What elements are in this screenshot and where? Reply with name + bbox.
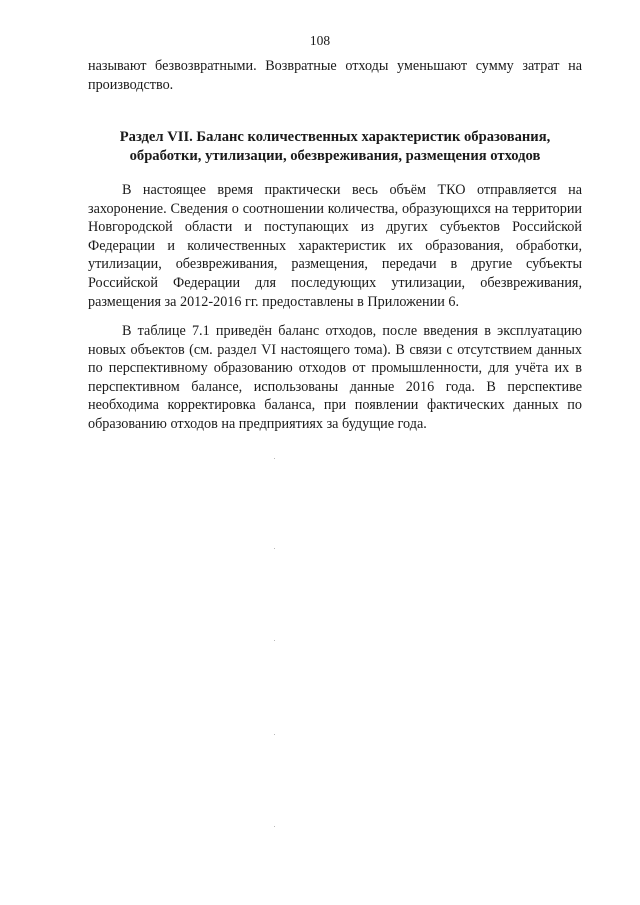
section-title-line-2: обработки, утилизации, обезвреживания, размещения отходов xyxy=(129,148,541,164)
body-paragraph-1: В настоящее время практически весь объём ТКО отправляется на захоронение. Сведения о соотношении количества, образующихся на территории Новгородской области и поступающих из других субъектов Российской Федерации и количественных характеристик их образования, обработки, утилизации, обезвреживания, размещения, передачи в другие субъекты Российской Федерации для последующих утилизации, обезвреживания, размещения за 2012-2016 гг. предоставлены в Приложении 6. xyxy=(88,182,582,310)
section-title xyxy=(88,128,582,166)
scan-speck xyxy=(274,458,275,459)
scan-speck xyxy=(274,734,275,735)
continuation-paragraph: называют безвозвратными. Возвратные отходы уменьшают сумму затрат на производство. xyxy=(88,58,582,93)
scan-speck xyxy=(274,548,275,549)
body-paragraph-2: В таблице 7.1 приведён баланс отходов, после введения в эксплуатацию новых объектов (см. раздел VI настоящего тома). В связи с отсутствием данных по перспективному образованию отходов от промышленности, для учёта их в перспективном балансе, использованы данные 2016 года. В перспективе необходима корректировка баланса, при появлении фактических данных по образованию отходов на предприятиях за будущие года. xyxy=(88,323,582,432)
section-title-line-1: Раздел VII. Баланс количественных характеристик образования, xyxy=(119,129,551,145)
page-number: 108 xyxy=(309,33,331,48)
scan-speck xyxy=(274,826,275,827)
scan-speck xyxy=(274,640,275,641)
